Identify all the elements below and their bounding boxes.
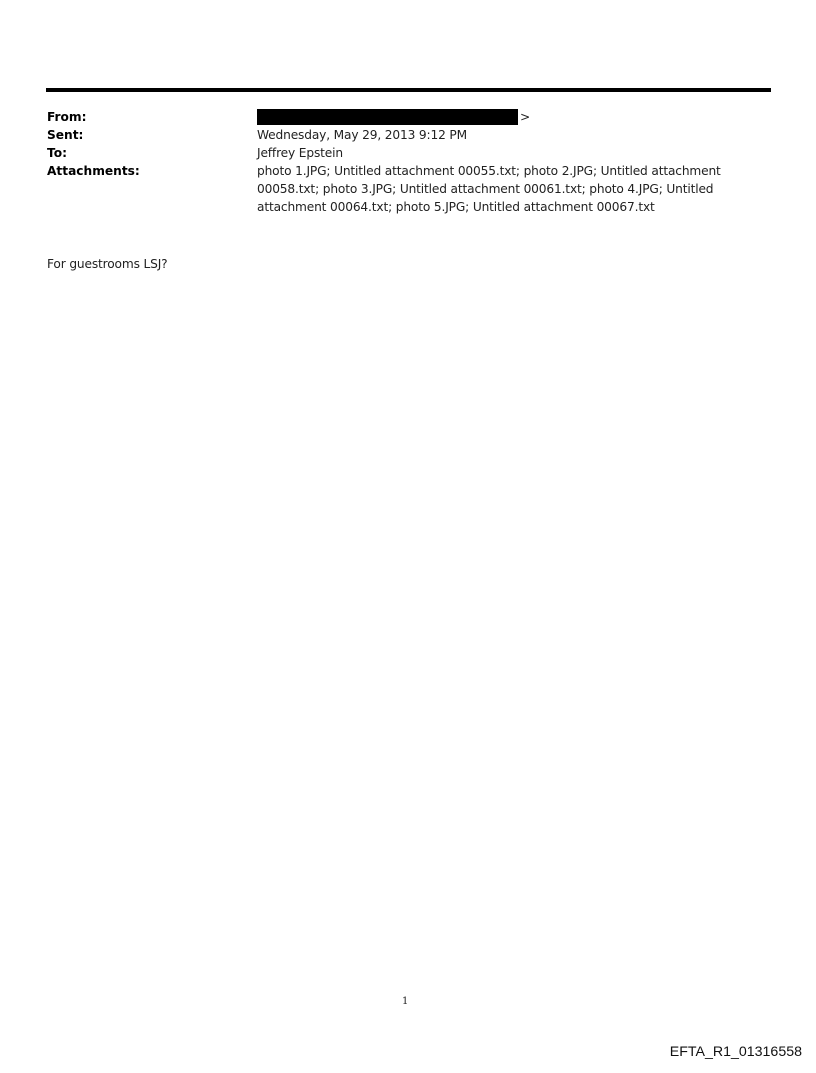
from-label: From: (47, 110, 87, 124)
redaction-box (257, 109, 518, 125)
from-value (257, 108, 767, 126)
sent-row (47, 126, 767, 144)
attachments-value: photo 1.JPG; Untitled attachment 00055.txt; photo 2.JPG; Untitled attachment 00058.txt; photo 3.JPG; Untitled attachment 00061.txt; photo 4.JPG; Untitled attachment 00064.txt; photo 5.JPG; Untitled attachment 00067.txt (257, 164, 721, 214)
header-divider-rule (46, 88, 771, 92)
to-row (47, 144, 767, 162)
from-row (47, 108, 767, 126)
sent-value: Wednesday, May 29, 2013 9:12 PM (257, 128, 467, 142)
from-suffix: > (520, 110, 531, 124)
email-body: For guestrooms LSJ? (47, 257, 168, 271)
to-value: Jeffrey Epstein (257, 146, 343, 160)
attachments-row (47, 162, 767, 216)
email-header (47, 108, 767, 216)
sent-label: Sent: (47, 128, 84, 142)
bates-number: EFTA_R1_01316558 (669, 1044, 802, 1060)
attachments-label: Attachments: (47, 164, 140, 178)
to-label: To: (47, 146, 67, 160)
page-number: 1 (402, 996, 409, 1007)
